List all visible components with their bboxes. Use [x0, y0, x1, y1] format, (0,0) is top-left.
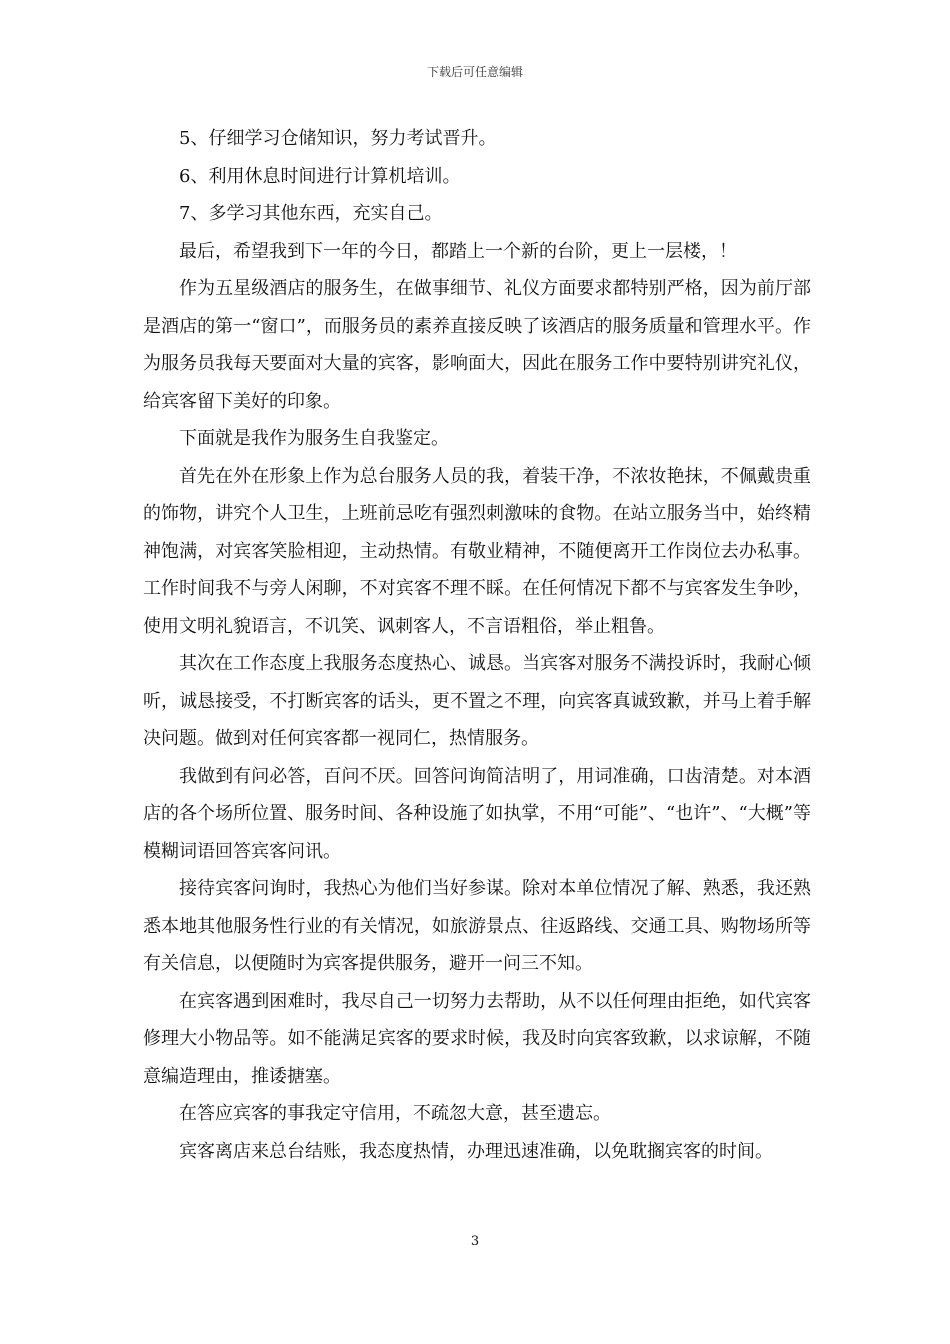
page-header: 下载后可任意编辑 [426, 65, 523, 79]
paragraph-11: 在宾客遇到困难时，我尽自己一切努力去帮助，从不以任何理由拒绝，如代宾客修理大小物品等。如不能满足宾客的要求时候，我及时向宾客致歉，以求谅解，不随意编造理由，推诿搪塞。 [143, 990, 811, 1087]
paragraph-10: 接待宾客问询时，我热心为他们当好参谋。除对本单位情况了解、熟悉，我还熟悉本地其他服务性行业的有关情况，如旅游景点、往返路线、交通工具、购物场所等有关信息，以便随时为宾客提供服务，避开一问三不知。 [143, 878, 811, 974]
paragraph-5: 作为五星级酒店的服务生，在做事细节、礼仪方面要求都特别严格，因为前厅部是酒店的第一“窗口”，而服务员的素养直接反映了该酒店的服务质量和管理水平。作为服务员我每天要面对大量的宾客，影响面大，因此在服务工作中要特别讲究礼仪，给宾客留下美好的印象。 [143, 278, 811, 412]
paragraph-13: 宾客离店来总台结账，我态度热情，办理迅速准确，以免耽搁宾客的时间。 [179, 1140, 773, 1162]
paragraph-3: 7、多学习其他东西，充实自己。 [179, 203, 443, 224]
paragraph-9: 我做到有问必答，百问不厌。回答问询简洁明了，用词准确，口齿清楚。对本酒店的各个场所位置、服务时间、各种设施了如执掌，不用“可能”、“也许”、“大概”等模糊词语回答宾客问讯。 [143, 765, 811, 862]
document-body [143, 120, 811, 1170]
paragraph-1: 5、仔细学习仓储知识，努力考试晋升。 [179, 128, 497, 149]
paragraph-8: 其次在工作态度上我服务态度热心、诚恳。当宾客对服务不满投诉时，我耐心倾听，诚恳接受，不打断宾客的话头，更不置之不理，向宾客真诚致歉，并马上着手解决问题。做到对任何宾客都一视同仁，热情服务。 [143, 653, 811, 749]
paragraph-6: 下面就是我作为服务生自我鉴定。 [179, 428, 449, 449]
paragraph-4: 最后，希望我到下一年的今日，都踏上一个新的台阶，更上一层楼，！ [179, 240, 737, 262]
paragraph-7: 首先在外在形象上作为总台服务人员的我，着装干净，不浓妆艳抹，不佩戴贵重的饰物，讲究个人卫生，上班前忌吃有强烈刺激味的食物。在站立服务当中，始终精神饱满，对宾客笑脸相迎，主动热情。有敬业精神，不随便离开工作岗位去办私事。工作时间我不与旁人闲聊，不对宾客不理不睬。在任何情况下都不与宾客发生争吵，使用文明礼貌语言，不讥笑、讽刺客人，不言语粗俗，举止粗鲁。 [143, 465, 811, 637]
page-number: 3 [470, 1234, 480, 1249]
paragraph-2: 6、利用休息时间进行计算机培训。 [179, 165, 461, 187]
paragraph-12: 在答应宾客的事我定守信用，不疏忽大意，甚至遗忘。 [179, 1103, 611, 1124]
